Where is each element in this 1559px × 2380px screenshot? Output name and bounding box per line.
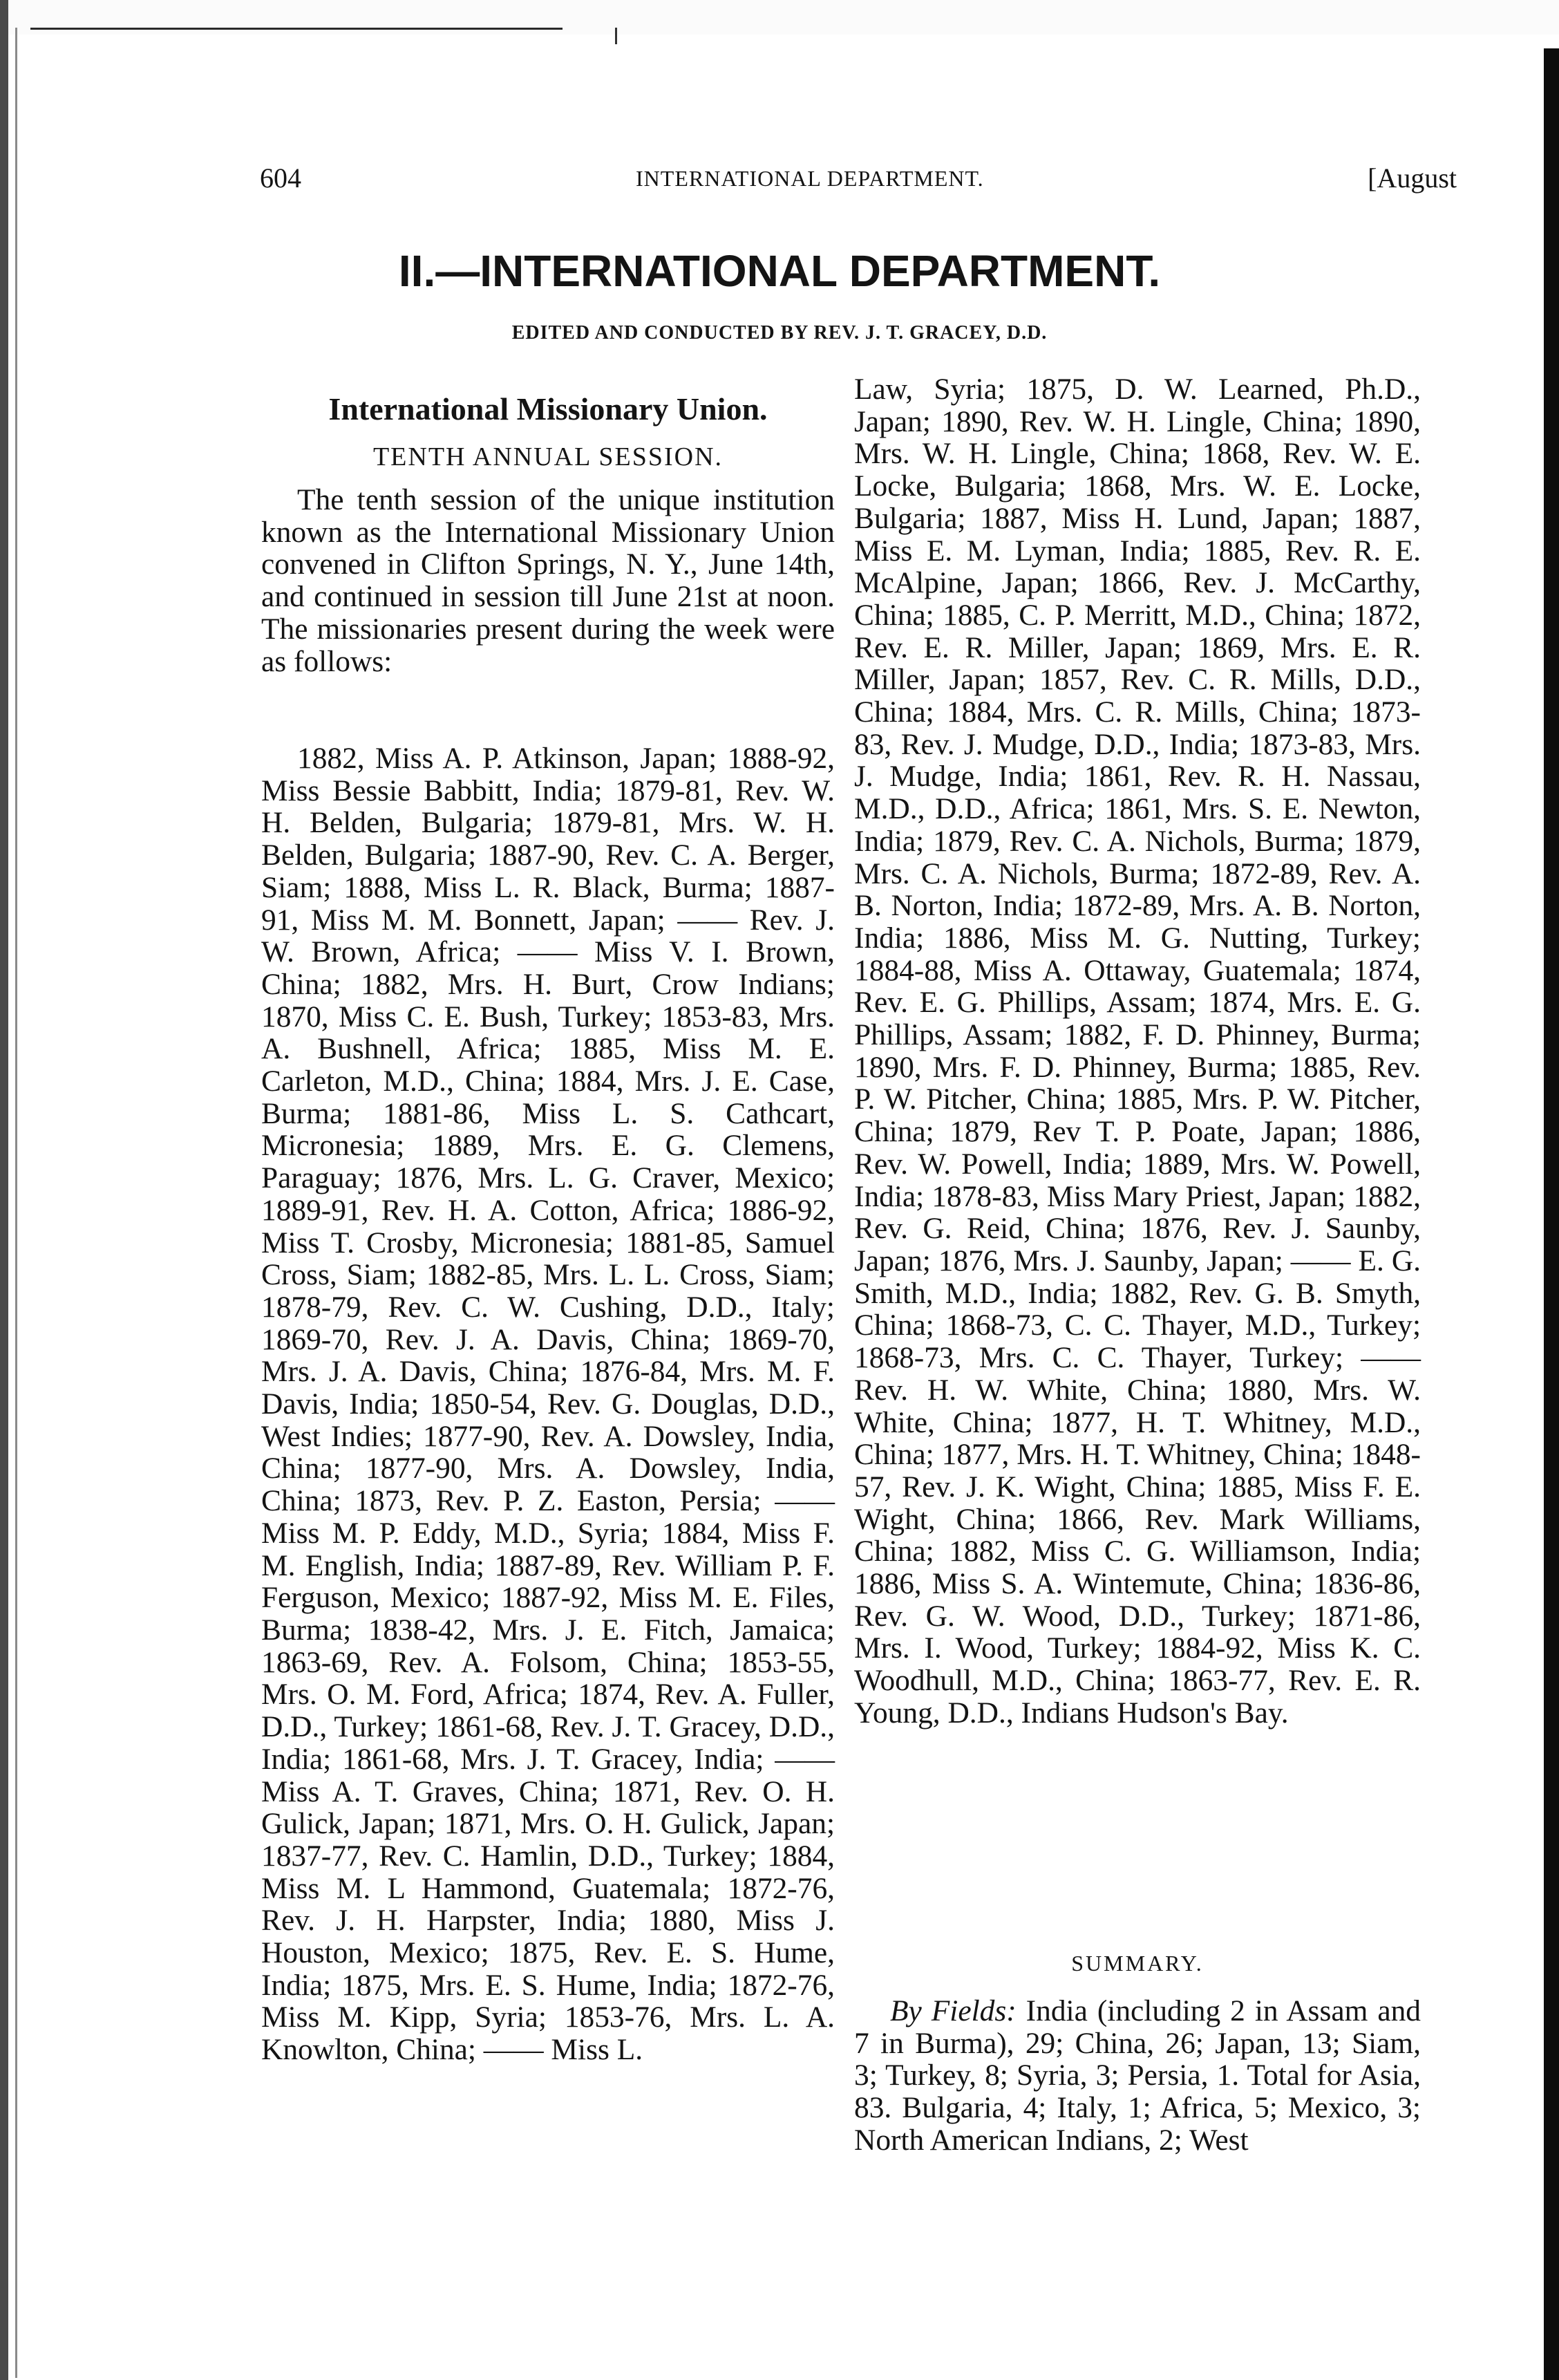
missionary-list-right: Law, Syria; 1875, D. W. Learned, Ph.D., Japan; 1890, Rev. W. H. Lingle, China; 1890, Mrs. W. H. Lingle, China; 1868, Rev. W. E. Locke, Bulgaria; 1868, Mrs. W. E. Locke, Bulgaria; 1887, Miss H. Lund, Japan; 1887, Miss E. M. Lyman, India; 1885, Rev. R. E. McAlpine, Japan; 1866, Rev. J. McCarthy, China; 1885, C. P. Merritt, M.D., China; 1872, Rev. E. R. Miller, Japan; 1869, Mrs. E. R. Miller, Japan; 1857, Rev. C. R. Mills, D.D., China; 1884, Mrs. C. R. Mills, China; 1873-83, Rev. J. Mudge, D.D., India; 1873-83, Mrs. J. Mudge, India; 1861, Rev. R. H. Nassau, M.D., D.D., Africa; 1861, Mrs. S. E. Newton, India; 1879, Rev. C. A. Nichols, Burma; 1879, Mrs. C. A. Nichols, Burma; 1872-89, Rev. A. B. Norton, India; 1872-89, Mrs. A. B. Norton, India; 1886, Miss M. G. Nutting, Turkey; 1884-88, Miss A. Ottaway, Guatemala; 1874, Rev. E. G. Phillips, Assam; 1874, Mrs. E. G. Phillips, Assam; 1882, F. D. Phinney, Burma; 1890, Mrs. F. D. Phinney, Burma; 1885, Rev. P. W. Pitcher, China; 1885, Mrs. P. W. Pitcher, China; 1879, Rev T. P. Poate, Japan; 1886, Rev. W. Powell, India; 1889, Mrs. W. Powell, India; 1878-83, Miss Mary Priest, Japan; 1882, Rev. G. Reid, China; 1876, Rev. J. Saunby, Japan; 1876, Mrs. J. Saunby, Japan; —— E. G. Smith, M.D., India; 1882, Rev. G. B. Smyth, China; 1868-73, C. C. Thayer, M.D., Turkey; 1868-73, Mrs. C. C. Thayer, Turkey; —— Rev. H. W. White, China; 1880, Mrs. W. White, China; 1877, H. T. Whitney, M.D., China; 1877, Mrs. H. T. Whitney, China; 1848-57, Rev. J. K. Wight, China; 1885, Miss F. E. Wight, China; 1866, Rev. Mark Williams, China; 1882, Miss C. G. Williamson, India; 1886, Miss S. A. Wintemute, China; 1836-86, Rev. G. W. Wood, D.D., Turkey; 1871-86, Mrs. I. Wood, Turkey; 1884-92, Miss K. C. Woodhull, M.D., China; 1863-77, Rev. E. R. Young, D.D., Indians Hudson's Bay. (854, 373, 1421, 1730)
missionary-list-left: 1882, Miss A. P. Atkinson, Japan; 1888-92, Miss Bessie Babbitt, India; 1879-81, Rev. W. H. Belden, Bulgaria; 1879-81, Mrs. W. H. Belden, Bulgaria; 1887-90, Rev. C. A. Berger, Siam; 1888, Miss L. R. Black, Burma; 1887-91, Miss M. M. Bonnett, Japan; —— Rev. J. W. Brown, Africa; —— Miss V. I. Brown, China; 1882, Mrs. H. Burt, Crow Indians; 1870, Miss C. E. Bush, Turkey; 1853-83, Mrs. A. Bushnell, Africa; 1885, Miss M. E. Carleton, M.D., China; 1884, Mrs. J. E. Case, Burma; 1881-86, Miss L. S. Cathcart, Micronesia; 1889, Mrs. E. G. Clemens, Paraguay; 1876, Mrs. L. G. Craver, Mexico; 1889-91, Rev. H. A. Cotton, Africa; 1886-92, Miss T. Crosby, Micronesia; 1881-85, Samuel Cross, Siam; 1882-85, Mrs. L. L. Cross, Siam; 1878-79, Rev. C. W. Cushing, D.D., Italy; 1869-70, Rev. J. A. Davis, China; 1869-70, Mrs. J. A. Davis, China; 1876-84, Mrs. M. F. Davis, India; 1850-54, Rev. G. Douglas, D.D., West Indies; 1877-90, Rev. A. Dowsley, India, China; 1877-90, Mrs. A. Dowsley, India, China; 1873, Rev. P. Z. Easton, Persia; —— Miss M. P. Eddy, M.D., Syria; 1884, Miss F. M. English, India; 1887-89, Rev. William P. F. Ferguson, Mexico; 1887-92, Miss M. E. Files, Burma; 1838-42, Mrs. J. E. Fitch, Jamaica; 1863-69, Rev. A. Folsom, China; 1853-55, Mrs. O. M. Ford, Africa; 1874, Rev. A. Fuller, D.D., Turkey; 1861-68, Rev. J. T. Gracey, D.D., India; 1861-68, Mrs. J. T. Gracey, India; —— Miss A. T. Graves, China; 1871, Rev. O. H. Gulick, Japan; 1871, Mrs. O. H. Gulick, Japan; 1837-77, Rev. C. Hamlin, D.D., Turkey; 1884, Miss M. L Hammond, Guatemala; 1872-76, Rev. J. H. Harpster, India; 1880, Miss J. Houston, Mexico; 1875, Rev. E. S. Hume, India; 1875, Mrs. E. S. Hume, India; 1872-76, Miss M. Kipp, Syria; 1853-76, Mrs. L. A. Knowlton, China; —— Miss L. (261, 742, 835, 2067)
page-number: 604 (260, 162, 301, 194)
scan-edge-line (15, 28, 17, 2378)
intro-paragraph: The tenth session of the unique institution known as the International Missionary Union convened in Clifton Springs, N. Y., June 14th, and continued in session till June 21st at noon. The missionaries present during the week were as follows: (261, 483, 835, 678)
issue-month: [August (1368, 162, 1457, 194)
editor-line: EDITED AND CONDUCTED BY REV. J. T. GRACEY, D.D. (511, 322, 1048, 344)
summary-text: India (including 2 in Assam and 7 in Burma), 29; China, 26; Japan, 13; Siam, 3; Turkey, 8; Syria, 3; Persia, 1. Total for Asia, 83. Bulgaria, 4; Italy, 1; Africa, 5; Mexico, 3; North American Indians, 2; West (854, 1994, 1421, 2157)
summary-heading: SUMMARY. (1071, 1951, 1204, 1976)
running-title: INTERNATIONAL DEPARTMENT. (636, 166, 984, 191)
summary-paragraph (854, 1995, 1421, 2157)
union-heading: International Missionary Union. (328, 391, 768, 427)
department-title: II.—INTERNATIONAL DEPARTMENT. (398, 246, 1161, 296)
scan-edge-right (1544, 48, 1559, 2380)
page-header (260, 158, 1457, 199)
scan-artifact-rule (30, 28, 563, 30)
session-heading: TENTH ANNUAL SESSION. (372, 442, 724, 471)
scan-artifact-tick (615, 28, 617, 44)
scan-edge-left (0, 0, 8, 2380)
summary-lead: By Fields: (890, 1994, 1017, 2027)
